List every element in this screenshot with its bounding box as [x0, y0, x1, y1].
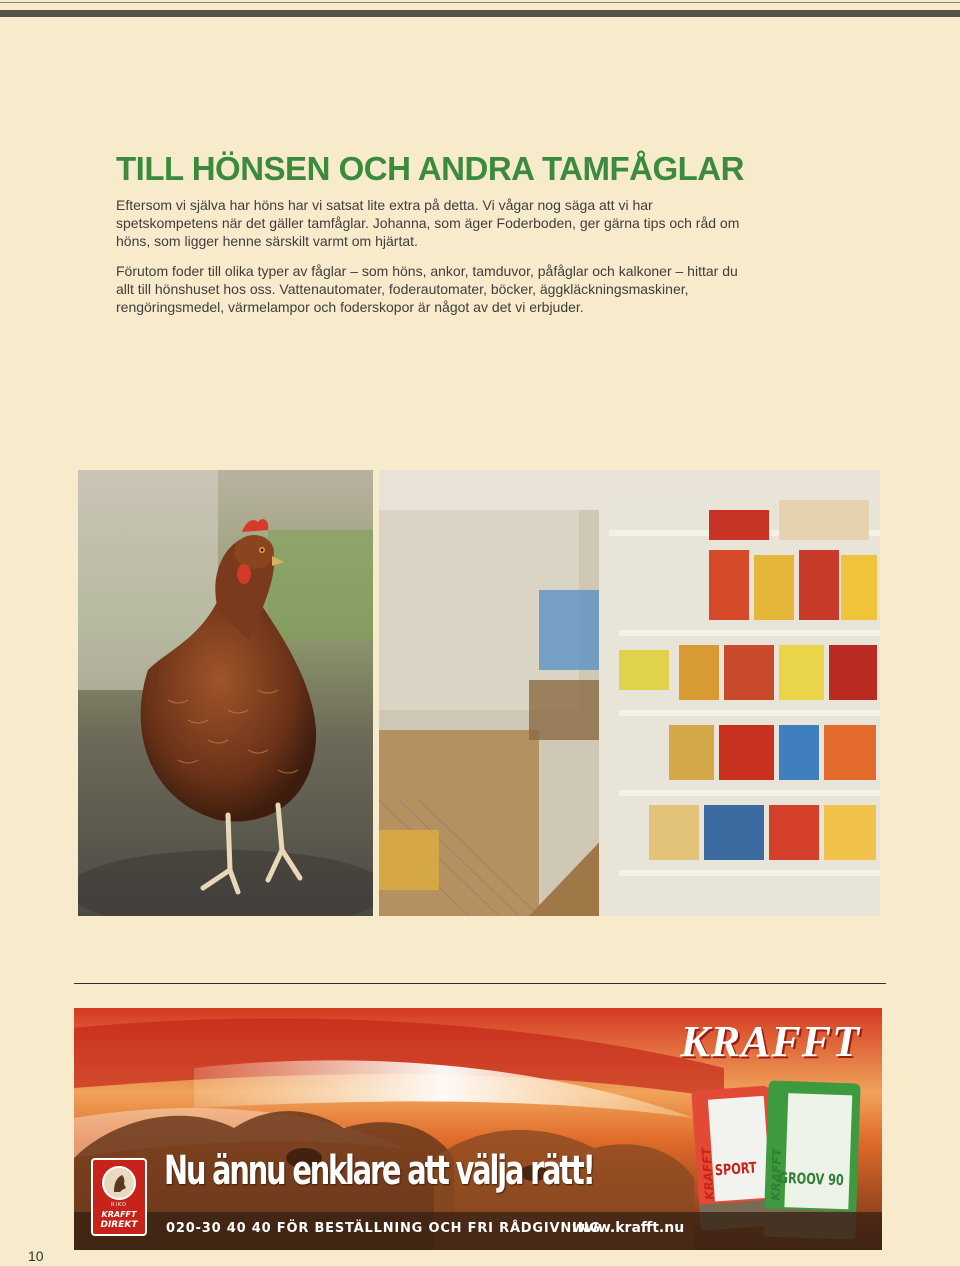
page-number: 10 [28, 1248, 44, 1264]
order-phone-line: 020-30 40 40 FÖR BESTÄLLNING OCH FRI RÅDGIVNING [166, 1221, 601, 1236]
krafft-wordmark: KRAFFT [680, 1017, 860, 1066]
intro-paragraph: Eftersom vi själva har höns har vi satsat lite extra på detta. Vi vågar nog säga att vi har spetskompetens när det gäller tamfåglar. Johanna, som äger Foderboden, ger gärna tips och råd om höns, som ligger henne särskilt varmt om hjärtat. [116, 197, 740, 249]
logo-mid-text: KRAFFT [101, 1210, 137, 1219]
logo-top-text: RIKO [111, 1202, 127, 1208]
krafft-website-link[interactable]: www.krafft.nu [572, 1220, 685, 1236]
top-thin-rule [0, 2, 960, 3]
top-rule [0, 10, 960, 17]
page-title: TILL HÖNSEN OCH ANDRA TAMFÅGLAR [116, 150, 744, 187]
groov-bag-brand: KRAFFT [768, 1148, 785, 1201]
horse-head-icon [102, 1166, 136, 1200]
krafft-advertisement[interactable] [74, 1008, 882, 1250]
section-divider [74, 983, 886, 984]
hen-photo [78, 470, 373, 916]
groov-bag-label: GROOV 90 [778, 1168, 845, 1190]
shop-interior-photo [379, 470, 880, 916]
logo-bottom-text: DIREKT [100, 1220, 138, 1230]
body-paragraph: Förutom foder till olika typer av fåglar – som höns, ankor, tamduvor, påfåglar och kalkoner – hittar du allt till hönshuset hos oss. Vattenautomater, foderautomater, böcker, äggkläckningsmaskiner, rengöringsmedel, värmelampor och foderskopor är något av det vi erbjuder. [116, 263, 738, 315]
sport-bag-label: SPORT [714, 1158, 758, 1180]
ad-slogan: Nu ännu enklare att välja rätt! [164, 1148, 594, 1194]
riko-krafft-direkt-logo [91, 1158, 147, 1236]
sport-bag-brand: KRAFFT [699, 1147, 717, 1201]
